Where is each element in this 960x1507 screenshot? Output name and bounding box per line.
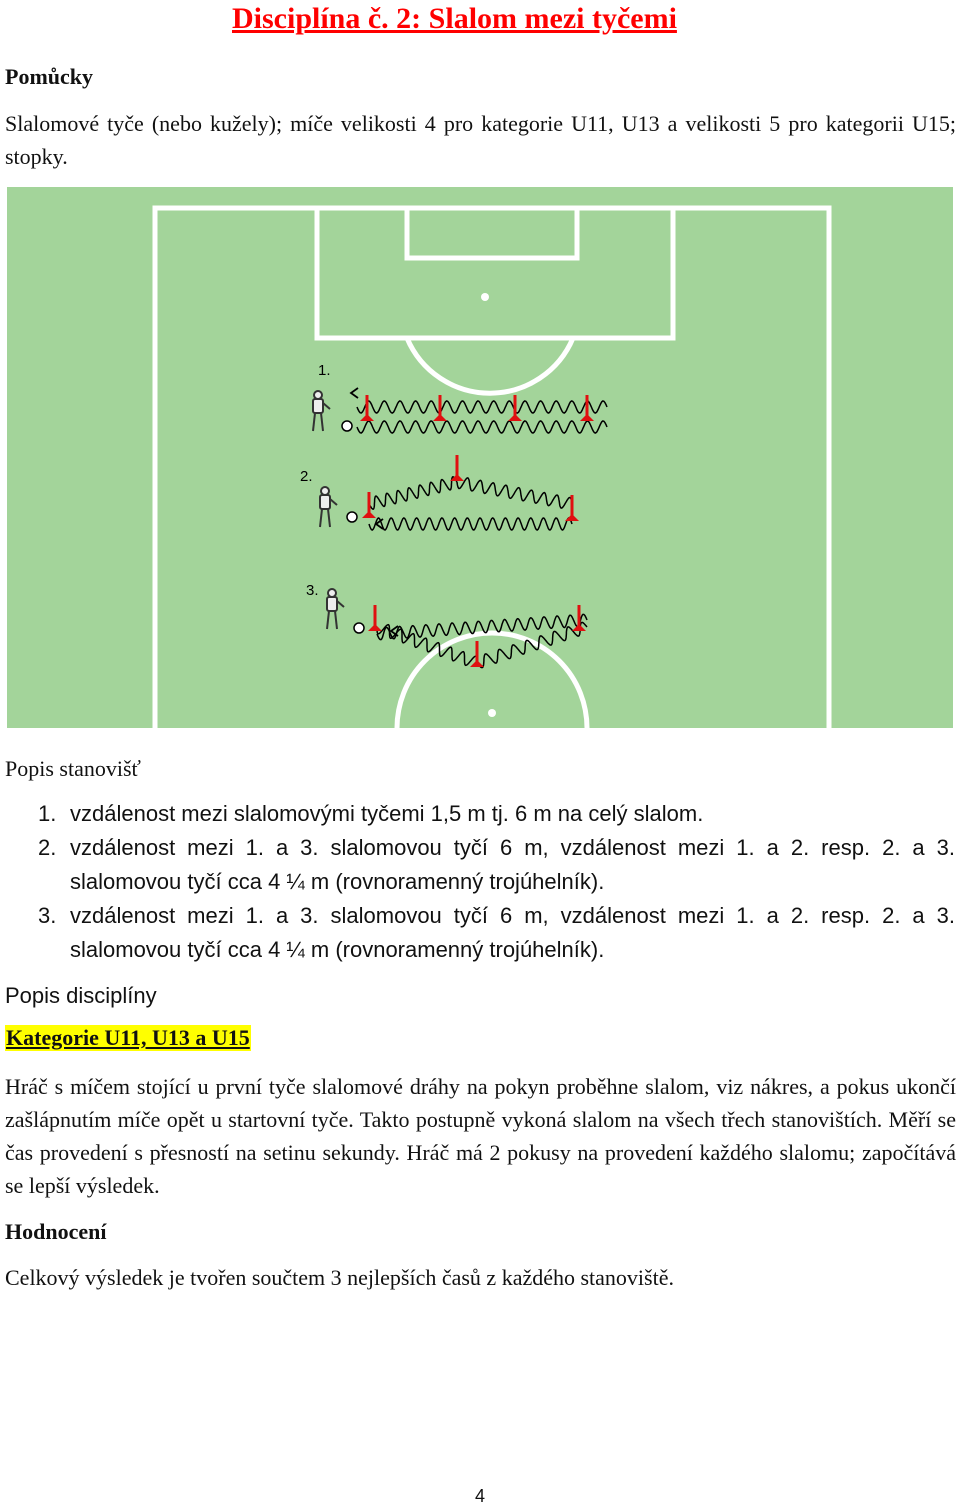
- field-grass: [7, 187, 953, 728]
- list-item: [0, 831, 955, 899]
- penalty-spot: [481, 293, 489, 301]
- center-spot: [488, 709, 496, 717]
- field-diagram: [7, 187, 953, 728]
- player-head: [314, 391, 322, 399]
- list-item: [0, 899, 955, 967]
- list-number: 2.: [38, 835, 57, 860]
- list-text: vzdálenost mezi slalomovými tyčemi 1,5 m tj. 6 m na celý slalom.: [70, 801, 704, 826]
- disciplina-text: Hráč s míčem stojící u první tyče slalomové dráhy na pokyn proběhne slalom, viz nákres, a pokus ukončí zašlápnutím míče opět u startovní tyče. Takto postupně vykoná slalom na všech třech stanovištích. Měří se čas provedení s přesností na setinu sekundy. Hráč má 2 pokusy na provedení každého slalomu; započítává se lepší výsledek.: [5, 1074, 956, 1198]
- list-item: [0, 797, 955, 831]
- page-number: 4: [474, 1486, 485, 1506]
- list-number: 1.: [38, 801, 57, 826]
- list-text: vzdálenost mezi 1. a 3. slalomovou tyčí 6 m, vzdálenost mezi 1. a 2. resp. 2. a 3. slalomovou tyčí cca 4 ¼ m (rovnoramenný trojúhelník).: [70, 835, 955, 894]
- stanoviste-list-container: [0, 797, 960, 967]
- pomucky-heading: Pomůcky: [5, 64, 93, 89]
- player-body: [327, 597, 337, 611]
- hodnoceni-text: Celkový výsledek je tvořen součtem 3 nejlepších časů z každého stanoviště.: [5, 1265, 674, 1290]
- player-body: [313, 399, 323, 413]
- list-number: 3.: [38, 903, 57, 928]
- disciplina-heading: Popis disciplíny: [5, 983, 157, 1008]
- station-label-2: 2.: [300, 468, 313, 485]
- ball-icon: [347, 512, 357, 522]
- slalom-diagram: [7, 187, 953, 728]
- player-head: [328, 589, 336, 597]
- player-body: [320, 495, 330, 509]
- ball-icon: [342, 421, 352, 431]
- station-label-1: 1.: [318, 362, 331, 379]
- stanoviste-list: [0, 797, 960, 967]
- page-title: Disciplína č. 2: Slalom mezi tyčemi: [232, 2, 677, 35]
- category-label: Kategorie U11, U13 a U15: [6, 1025, 250, 1050]
- stanoviste-heading: Popis stanovišť: [5, 756, 141, 781]
- list-text: vzdálenost mezi 1. a 3. slalomovou tyčí 6 m, vzdálenost mezi 1. a 2. resp. 2. a 3. slalomovou tyčí cca 4 ¼ m (rovnoramenný trojúhelník).: [70, 903, 955, 962]
- station-label-3: 3.: [306, 582, 319, 599]
- ball-icon: [354, 623, 364, 633]
- player-head: [321, 487, 329, 495]
- pomucky-text: Slalomové tyče (nebo kužely); míče velikosti 4 pro kategorie U11, U13 a velikosti 5 pro kategorii U15; stopky.: [5, 111, 956, 169]
- hodnoceni-heading: Hodnocení: [5, 1219, 107, 1244]
